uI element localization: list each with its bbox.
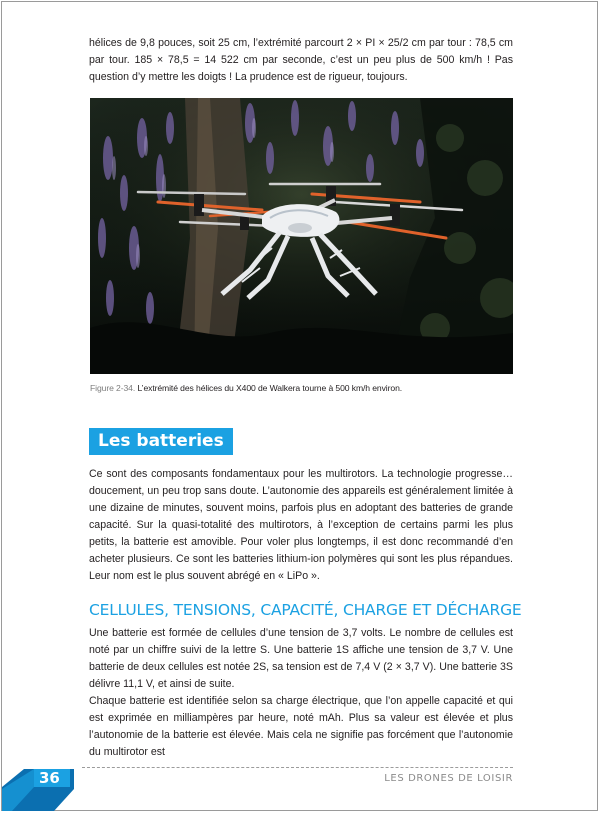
subsection-paragraph-1: Une batterie est formée de cellules d’une tension de 3,7 volts. Le nombre de cellules est noté par un chiffre suivi de la lettre S. Une batterie 1S affiche une tension de 3,7 V. Une batterie de deux cellules est notée 2S, sa tension est de 7,4 V (2 × 3,7 V). Une batterie 3S délivre 11,1 V, et ainsi de suite. — [89, 627, 513, 690]
drone-photo-illustration — [90, 98, 513, 374]
footer-rule — [82, 767, 513, 768]
running-footer-title: LES DRONES DE LOISIR — [384, 773, 513, 784]
drone-photo — [90, 98, 513, 374]
figure-number: Figure 2-34. — [90, 383, 136, 393]
figure-caption — [90, 383, 402, 393]
section-paragraph: Ce sont des composants fondamentaux pour les multirotors. La technologie progresse… doucement, un peu trop sans doute. L’autonomie des appareils est généralement limitée à une dizaine de minutes, souvent moins, parfois plus en adoptant des batteries de grande capacité. Sur la quasi-totalité des multirotors, à l’exception de certains parmi les plus petits, la batterie est amovible. Pour voler plus longtemps, il est donc recommandé d’en acheter plusieurs. Ce sont les batteries lithium-ion polymères qui sont les plus répandues. Leur nom est le plus souvent abrégé en « LiPo ». — [89, 468, 513, 582]
page-tab-shape — [2, 765, 74, 811]
subsection-paragraph-2: Chaque batterie est identifiée selon sa charge électrique, que l’on appelle capacité et qui est exprimée en milliampères par heure, noté mAh. Plus sa valeur est élevée et plus l’autonomie de la batterie est élevée. Mais cela ne signifie pas forcément que l’autonomie du multirotor est — [89, 695, 513, 758]
section-heading: Les batteries — [89, 428, 233, 455]
intro-paragraph: hélices de 9,8 pouces, soit 25 cm, l’extrémité parcourt 2 × PI × 25/2 cm par tour : 78,5 cm par tour. 185 × 78,5 = 14 522 cm par seconde, c’est un peu plus de 500 km/h ! Pas question d’y mettre les doigts ! La prudence est de rigueur, toujours. — [89, 37, 513, 83]
subsection-heading: CELLULES, TENSIONS, CAPACITÉ, CHARGE ET DÉCHARGE — [89, 601, 522, 619]
page-number-tab — [2, 765, 74, 811]
figure-caption-text: L’extrémité des hélices du X400 de Walkera tourne à 500 km/h environ. — [137, 383, 403, 393]
page-number: 36 — [39, 769, 60, 787]
